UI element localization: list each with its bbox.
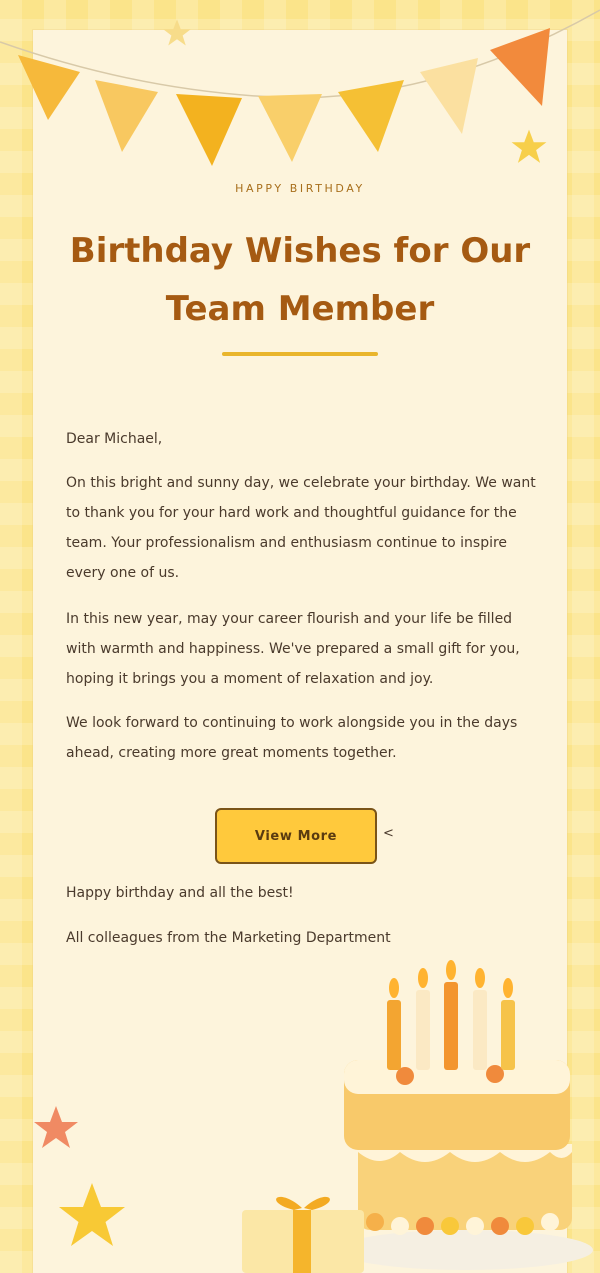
page-title [60, 222, 540, 338]
title-line-1: Birthday Wishes for Our [69, 231, 531, 271]
view-more-button[interactable]: View More [215, 808, 377, 864]
title-line-2: Team Member [165, 289, 435, 329]
closing-line: Happy birthday and all the best! [66, 885, 294, 901]
paragraph-3: We look forward to continuing to work alongside you in the days ahead, creating more great moments together. [66, 715, 518, 761]
title-divider [222, 352, 378, 356]
greeting: Dear Michael, [66, 431, 163, 447]
star-icon [162, 18, 192, 48]
button-caret: < [383, 826, 394, 841]
signature: All colleagues from the Marketing Department [66, 930, 391, 946]
eyebrow-label: HAPPY BIRTHDAY [235, 182, 365, 195]
star-icon [56, 1180, 128, 1252]
gift-box-illustration [238, 1186, 368, 1273]
paragraph-2: In this new year, may your career flourish and your life be filled with warmth and happiness. We've prepared a small gift for you, hoping it brings you a moment of relaxation and joy. [66, 611, 520, 687]
birthday-cake-illustration [330, 960, 600, 1273]
star-icon [32, 1104, 80, 1152]
paragraph-1: On this bright and sunny day, we celebrate your birthday. We want to thank you for your hard work and thoughtful guidance for the team. Your professionalism and enthusiasm continue to inspire every one of us. [66, 475, 536, 581]
star-icon [510, 128, 548, 166]
